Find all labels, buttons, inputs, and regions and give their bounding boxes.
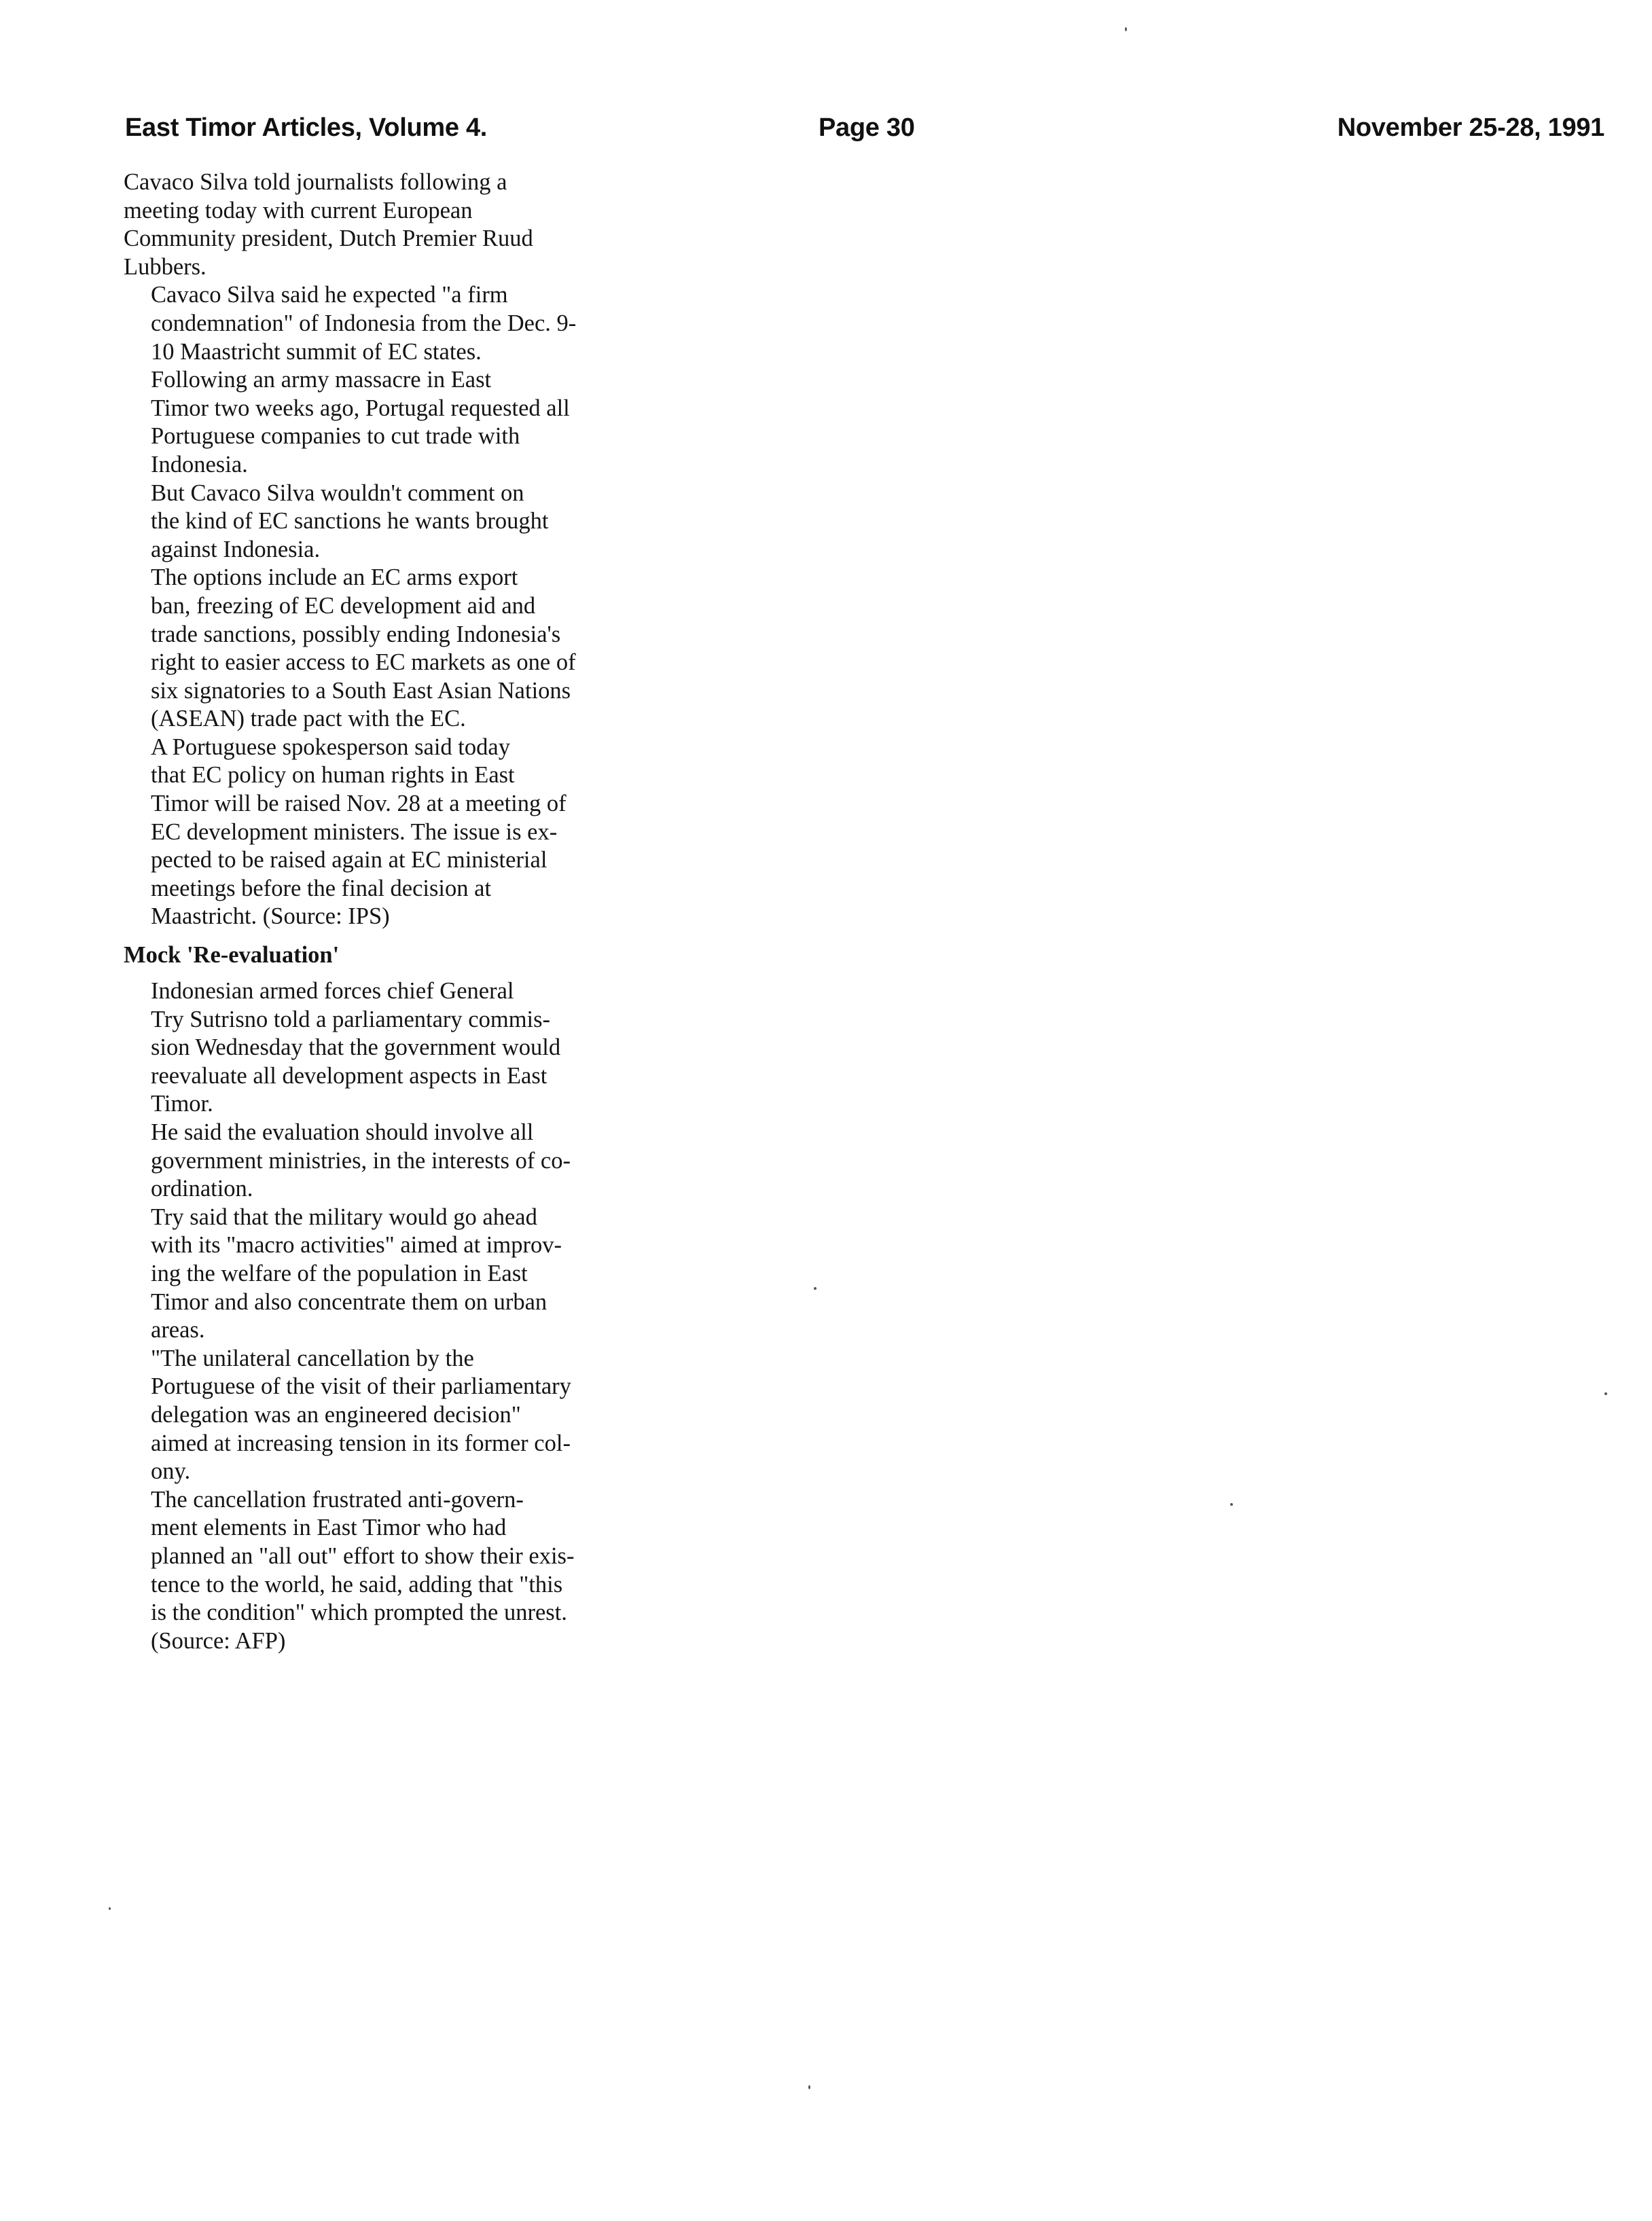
text-line: ony. <box>151 1458 191 1485</box>
text-line: meeting today with current European <box>124 197 473 223</box>
text-line: The options include an EC arms export <box>151 564 518 591</box>
text-line: Indonesian armed forces chief General <box>151 978 514 1005</box>
paragraph <box>124 168 607 281</box>
page-header <box>0 107 1652 148</box>
text-line: six signatories to a South East Asian Nations <box>151 677 571 704</box>
paragraph <box>124 1486 607 1656</box>
text-line: Try said that the military would go ahead <box>151 1204 537 1230</box>
paragraph <box>124 480 607 564</box>
text-line: ment elements in East Timor who had <box>151 1515 507 1541</box>
text-line: Timor and also concentrate them on urban <box>151 1288 547 1315</box>
text-line: Cavaco Silva told journalists following a <box>124 169 507 195</box>
scan-speck <box>808 2085 810 2089</box>
text-line: ordination. <box>151 1176 253 1202</box>
paragraph <box>124 734 607 931</box>
paragraph <box>124 564 607 734</box>
text-line: areas. <box>151 1317 205 1343</box>
scan-speck <box>814 1287 816 1290</box>
text-line: ban, freezing of EC development aid and <box>151 592 536 619</box>
text-line: Lubbers. <box>124 253 206 280</box>
text-line: the kind of EC sanctions he wants brought <box>151 508 549 535</box>
text-line: delegation was an engineered decision" <box>151 1401 521 1428</box>
text-line: Following an army massacre in East <box>151 367 492 393</box>
text-line: EC development ministers. The issue is ex- <box>151 818 558 845</box>
scan-speck <box>1604 1392 1607 1395</box>
paragraph <box>124 977 607 1119</box>
text-line: planned an "all out" effort to show their exis- <box>151 1542 575 1569</box>
text-column <box>124 168 607 1655</box>
publication-title: East Timor Articles, Volume 4. <box>125 113 488 142</box>
paragraph <box>124 366 607 479</box>
text-line: condemnation" of Indonesia from the Dec. 9- <box>151 310 577 336</box>
scan-speck <box>1125 27 1127 31</box>
text-line: 10 Maastricht summit of EC states. <box>151 338 482 365</box>
text-line: pected to be raised again at EC ministerial <box>151 847 547 873</box>
text-line: tence to the world, he said, adding that "this <box>151 1571 563 1597</box>
paragraph <box>124 1119 607 1204</box>
text-line: Try Sutrisno told a parliamentary commis- <box>151 1006 551 1032</box>
text-line: trade sanctions, possibly ending Indonesia's <box>151 621 561 647</box>
text-line: (ASEAN) trade pact with the EC. <box>151 706 466 732</box>
article-heading: Mock 'Re-evaluation' <box>124 942 340 969</box>
text-line: ing the welfare of the population in East <box>151 1260 528 1286</box>
text-line: against Indonesia. <box>151 536 321 562</box>
date-range: November 25-28, 1991 <box>1337 113 1604 142</box>
text-line: Cavaco Silva said he expected "a firm <box>151 282 508 308</box>
text-line: He said the evaluation should involve all <box>151 1119 534 1145</box>
text-line: reevaluate all development aspects in East <box>151 1062 547 1089</box>
text-line: sion Wednesday that the government would <box>151 1034 561 1061</box>
paragraph <box>124 281 607 366</box>
scan-speck <box>1230 1503 1233 1506</box>
text-line: A Portuguese spokesperson said today <box>151 734 510 760</box>
paragraph <box>124 1204 607 1345</box>
text-line: right to easier access to EC markets as one of <box>151 649 576 676</box>
text-line: Community president, Dutch Premier Ruud <box>124 225 533 252</box>
article-portugal-ec-sanctions <box>124 168 607 931</box>
text-line: Portuguese companies to cut trade with <box>151 423 520 450</box>
text-line: Portuguese of the visit of their parliamentary <box>151 1373 571 1400</box>
text-line: government ministries, in the interests of co- <box>151 1147 571 1174</box>
text-line: Timor. <box>151 1091 213 1117</box>
text-line: with its "macro activities" aimed at improv- <box>151 1232 562 1259</box>
article-mock-re-evaluation <box>124 977 607 1655</box>
text-line: (Source: AFP) <box>151 1627 286 1654</box>
text-line: is the condition" which prompted the unrest. <box>151 1600 567 1626</box>
page-number: Page 30 <box>819 113 915 142</box>
text-line: But Cavaco Silva wouldn't comment on <box>151 480 524 506</box>
text-line: The cancellation frustrated anti-govern- <box>151 1486 524 1513</box>
text-line: that EC policy on human rights in East <box>151 762 515 789</box>
text-line: Maastricht. (Source: IPS) <box>151 903 390 930</box>
text-line: Timor two weeks ago, Portugal requested all <box>151 395 570 421</box>
text-line: "The unilateral cancellation by the <box>151 1345 474 1371</box>
text-line: aimed at increasing tension in its former col- <box>151 1430 571 1456</box>
scan-speck <box>109 1907 111 1910</box>
paragraph <box>124 1345 607 1486</box>
text-line: Indonesia. <box>151 451 248 477</box>
text-line: meetings before the final decision at <box>151 875 492 901</box>
text-line: Timor will be raised Nov. 28 at a meeting of <box>151 791 567 817</box>
